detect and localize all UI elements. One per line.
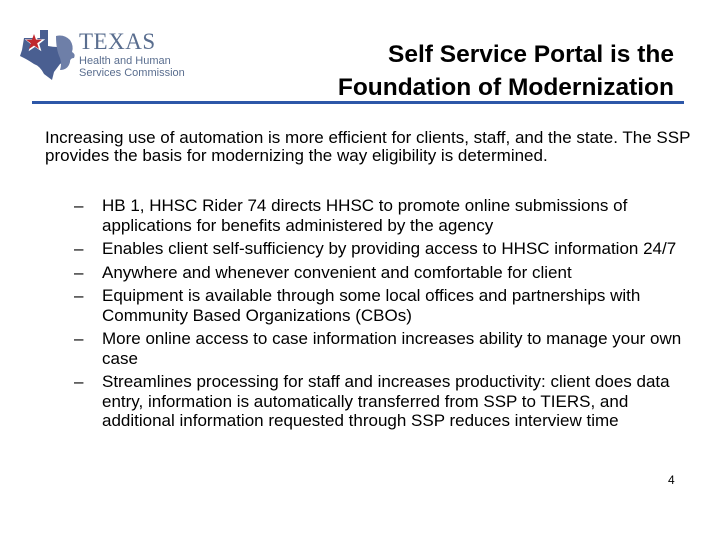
bullet-text: Enables client self-sufficiency by providing access to HHSC information 24/7 — [102, 239, 677, 258]
bullet-item — [74, 263, 704, 283]
hhsc-logo — [18, 24, 198, 84]
slide-title — [254, 38, 674, 104]
bullet-dash: – — [74, 239, 84, 258]
slide-title-line-1: Self Service Portal is the — [388, 41, 674, 68]
bullet-text: More online access to case information increases ability to manage your own case — [102, 329, 682, 368]
bullet-item — [74, 196, 704, 235]
logo-wordmark: TEXAS — [79, 29, 156, 54]
logo-subtitle-line-1: Health and Human — [79, 55, 171, 67]
bullet-item — [74, 286, 704, 325]
bullet-dash: – — [74, 196, 84, 215]
bullet-dash: – — [74, 372, 84, 391]
page-number: 4 — [668, 473, 675, 487]
intro-paragraph: Increasing use of automation is more efficient for clients, staff, and the state. The SSP provides the basis for modernizing the way eligibility is determined. — [45, 128, 691, 166]
bullet-text: HB 1, HHSC Rider 74 directs HHSC to promote online submissions of applications for benefits administered by the agency — [102, 196, 628, 235]
slide-title-line-2: Foundation of Modernization — [337, 74, 674, 101]
bullet-item — [74, 239, 704, 259]
bullet-text: Streamlines processing for staff and increases productivity: client does data entry, information is automatically transferred from SSP to TIERS, and additional information requested through SSP reduces interview time — [102, 372, 670, 430]
title-divider — [32, 101, 684, 104]
logo-subtitle-line-2: Services Commission — [79, 67, 185, 79]
bullet-dash: – — [74, 262, 84, 282]
bullet-item — [74, 329, 704, 368]
texas-state-icon — [18, 24, 78, 84]
bullet-list — [74, 196, 704, 435]
bullet-dash: – — [74, 329, 84, 348]
logo-subtitle — [79, 55, 185, 79]
bullet-text: Anywhere and whenever convenient and comfortable for client — [102, 262, 572, 282]
bullet-item — [74, 372, 704, 431]
bullet-dash: – — [74, 286, 84, 305]
bullet-text: Equipment is available through some local offices and partnerships with Community Based Organizations (CBOs) — [102, 286, 641, 325]
